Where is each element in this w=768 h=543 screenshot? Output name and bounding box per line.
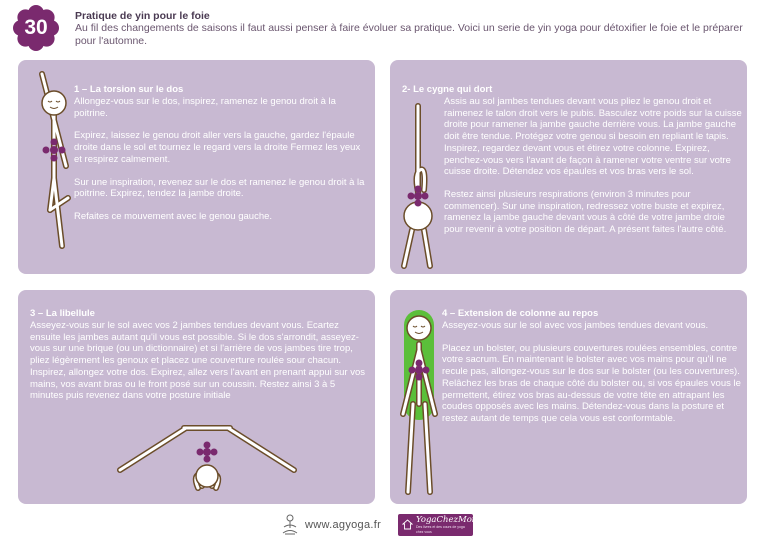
panel-paragraph: Asseyez-vous sur le sol avec vos 2 jambes tendues devant vous. Ecartez ensuite les jambes autant qu'il vous est possible. Si le dos s'arrondit, asseyez-vous sur une brique (ou un dictionnaire) et si l'arrière de vos jambes tire trop, pliez légèrement les genoux et placez une couverture roulée sour chacun. Inspirez, allongez votre dos. Expirez, allez vers l'avant en prenant appui sur vos mains, vos avant bras ou le front posé sur un coussin. Restez ainsi 3 à 5 minutes puis revenez dans votre posture initiale <box>30 320 366 402</box>
panel-title: 1 – La torsion sur le dos <box>74 84 184 95</box>
panel-title: 2- Le cygne qui dort <box>402 84 493 95</box>
panel-paragraph: Expirez, laissez le genou droit aller vers la gauche, gardez l'épaule droite dans le sol et tournez le regard vers la droite Fermez les yeux et respirez calmement. <box>74 130 361 165</box>
bolster-figure-icon <box>394 304 444 500</box>
page-title: Pratique de yin pour le foie <box>75 10 210 22</box>
panel-title: 4 – Extension de colonne au repos <box>442 308 599 319</box>
footer-site-text: www.agyoga.fr <box>305 519 382 531</box>
panel-paragraph: Refaites ce mouvement avec le genou gauche. <box>74 210 273 222</box>
footer-logo[interactable] <box>398 514 473 536</box>
number-badge <box>12 4 60 52</box>
footer-site-link[interactable] <box>281 514 381 536</box>
footer-logo-sub: Des livres et des cours de yoga chez vous <box>416 524 465 534</box>
panel-extension <box>390 290 747 504</box>
panel-title: 3 – La libellule <box>30 308 95 319</box>
panel-paragraph: Placez un bolster, ou plusieurs couvertures roulées ensembles, contre votre sacrum. En maintenant le bolster avec vos mains pour qu'il ne recule pas, allongez-vous sur le dos sur le bolster (ou les couvertures). Relâchez les bras de chaque côté du bolster ou, si vos épaules vous le permettent, étirez vos bras au-dessus de votre tête en attrapant les coudes opposés avec les mains. Détendez-vous dans la posture et restez autant de temps que cela vous est conformtable. <box>442 342 741 424</box>
panel-body <box>444 96 742 236</box>
panel-paragraph: Asseyez-vous sur le sol avec vos jambes tendues devant vous. <box>442 320 709 331</box>
panel-cygne <box>390 60 747 274</box>
panel-paragraph: Restez ainsi plusieurs respirations (environ 3 minutes pour commencer). Sur une inspiration, redressez votre buste et expirez, ramenez la jambe gauche devant vous à côté de votre jambe droie pour revenir à votre position de départ. A présent faites l'autre côté. <box>444 188 727 236</box>
badge-number: 30 <box>24 16 48 39</box>
panel-paragraph: Sur une inspiration, revenez sur le dos et ramenez le genou droit à la poitrine. Expirez, tendez la jambe droite. <box>74 176 365 200</box>
panel-paragraph: Allongez-vous sur le dos, inspirez, ramenez le genou droit à la poitrine. <box>74 96 336 119</box>
swan-figure-icon <box>394 102 446 272</box>
page-intro: Au fil des changements de saisons il faut aussi penser à faire évoluer sa pratique. Voici un serie de yin yoga pour détoxifier le foie et le préparer pour l'automne. <box>75 22 743 47</box>
yogachezmoi-logo-icon <box>402 519 413 530</box>
panel-paragraph: Assis au sol jambes tendues devant vous pliez le genou droit et raimenez le talon droit vers le pubis. Basculez votre poids sur la cuisse droite pour ramener la jambe gauche derrière vous. La jambe gauche doit être tendue. Protégez votre genou si besoin en repliant le tapis. Inspirez, regardez devant vous et étirez votre colonne. Expirez, penchez-vous vers l'avant de façon à ramener votre ventre sur votre cuisse droite. Détendez vos épaules et vos bras vers le sol. <box>444 96 742 178</box>
panel-body <box>74 96 369 223</box>
dragonfly-figure-icon <box>112 418 302 502</box>
panel-libellule <box>18 290 375 504</box>
panel-torsion <box>18 60 375 274</box>
torsion-figure-icon <box>32 70 76 260</box>
footer-logo-main: YogaChezMoi <box>416 514 475 525</box>
panel-body <box>442 320 742 425</box>
panel-body <box>30 320 370 402</box>
meditation-icon <box>281 514 299 536</box>
